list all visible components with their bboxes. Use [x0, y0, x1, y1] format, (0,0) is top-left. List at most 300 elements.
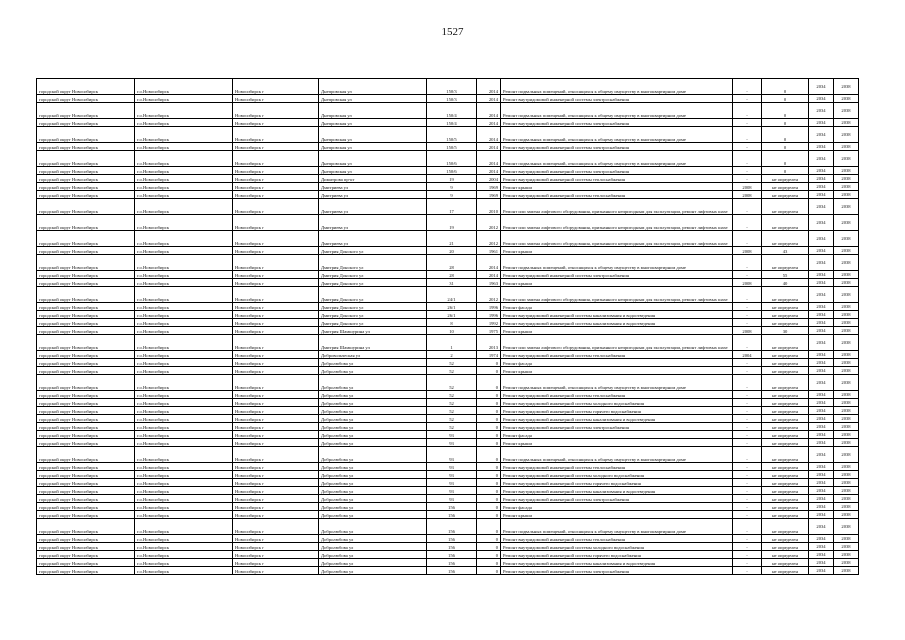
- cell-year-from: 2034: [809, 399, 834, 407]
- cell-year: 2014: [477, 271, 501, 279]
- cell-year-from: 2034: [809, 215, 834, 231]
- cell-year-from: 2034: [809, 335, 834, 351]
- cell-year-from: 2034: [809, 271, 834, 279]
- cell-city: Новосибирск г: [233, 231, 319, 247]
- cell-cost: не определен: [762, 551, 809, 559]
- cell-district: г.о.Новосибирск: [135, 439, 233, 447]
- cell-street: Добролюбова ул: [319, 367, 427, 375]
- table-row: [37, 335, 859, 351]
- cell-city: Новосибирск г: [233, 215, 319, 231]
- cell-street: Дмитрия Шамшурина ул: [319, 327, 427, 335]
- cell-street: Дмитрия Донского ул: [319, 255, 427, 271]
- cell-house: 26/1: [427, 303, 477, 311]
- cell-street: Дмитрия Донского ул: [319, 279, 427, 287]
- cell-street: Добролюбова ул: [319, 423, 427, 431]
- cell-municipality: городской округ Новосибирск: [37, 327, 135, 335]
- cell-year: 0: [477, 519, 501, 535]
- cell-year: 1969: [477, 191, 501, 199]
- cell-house: 156: [427, 559, 477, 567]
- cell-city: Новосибирск г: [233, 439, 319, 447]
- cell-last-repair: -: [733, 471, 762, 479]
- cell-year: 0: [477, 423, 501, 431]
- cell-year-from: 2034: [809, 487, 834, 495]
- cell-city: Новосибирск г: [233, 471, 319, 479]
- cell-municipality: городской округ Новосибирск: [37, 391, 135, 399]
- cell-year: 2014: [477, 119, 501, 127]
- cell-municipality: городской округ Новосибирск: [37, 495, 135, 503]
- cell-district: г.о.Новосибирск: [135, 191, 233, 199]
- cell-cost: 0: [762, 119, 809, 127]
- cell-street: Днепровская ул: [319, 151, 427, 167]
- cell-last-repair: -: [733, 447, 762, 463]
- cell-year-to: 2038: [834, 319, 859, 327]
- cell-street: Добролюбова ул: [319, 511, 427, 519]
- cell-work: Ремонт крыши: [501, 439, 733, 447]
- cell-year-from: 2034: [809, 95, 834, 103]
- cell-house: 26/1: [427, 311, 477, 319]
- cell-house: 52: [427, 423, 477, 431]
- cell-year: 0: [477, 359, 501, 367]
- cell-last-repair: -: [733, 407, 762, 415]
- cell-year-from: 2034: [809, 287, 834, 303]
- cell-year-to: 2038: [834, 79, 859, 95]
- cell-last-repair: -: [733, 567, 762, 575]
- cell-work: Ремонт подвальных помещений, относящихся к общему имуществу в многоквартирном доме: [501, 103, 733, 119]
- cell-year: 2014: [477, 255, 501, 271]
- cell-municipality: городской округ Новосибирск: [37, 487, 135, 495]
- table-row: [37, 103, 859, 119]
- cell-municipality: городской округ Новосибирск: [37, 503, 135, 511]
- cell-house: 93: [427, 495, 477, 503]
- cell-city: Новосибирск г: [233, 367, 319, 375]
- cell-year: 0: [477, 487, 501, 495]
- cell-municipality: городской округ Новосибирск: [37, 471, 135, 479]
- cell-city: Новосибирск г: [233, 271, 319, 279]
- cell-cost: не определен: [762, 311, 809, 319]
- cell-year-to: 2038: [834, 231, 859, 247]
- cell-street: Добролюбова ул: [319, 535, 427, 543]
- cell-street: Димитрова пр-кт: [319, 175, 427, 183]
- cell-city: Новосибирск г: [233, 351, 319, 359]
- cell-district: г.о.Новосибирск: [135, 375, 233, 391]
- cell-year-to: 2038: [834, 175, 859, 183]
- cell-cost: 55: [762, 271, 809, 279]
- table-row: [37, 79, 859, 95]
- cell-house: 52: [427, 375, 477, 391]
- cell-work: Ремонт крыши: [501, 247, 733, 255]
- cell-district: г.о.Новосибирск: [135, 399, 233, 407]
- cell-cost: 0: [762, 167, 809, 175]
- table-row: [37, 95, 859, 103]
- cell-year: 0: [477, 495, 501, 503]
- cell-work: Ремонт внутридомовой инженерной системы теплоснабжения: [501, 391, 733, 399]
- cell-year: 0: [477, 431, 501, 439]
- cell-year-to: 2038: [834, 215, 859, 231]
- cell-year-to: 2038: [834, 551, 859, 559]
- cell-street: Днепровская ул: [319, 119, 427, 127]
- cell-last-repair: -: [733, 543, 762, 551]
- cell-last-repair: 2008: [733, 327, 762, 335]
- cell-district: г.о.Новосибирск: [135, 215, 233, 231]
- cell-street: Добролюбова ул: [319, 463, 427, 471]
- cell-district: г.о.Новосибирск: [135, 127, 233, 143]
- cell-year: 0: [477, 391, 501, 399]
- cell-work: Ремонт внутридомовой инженерной системы холодного водоснабжения: [501, 471, 733, 479]
- cell-municipality: городской округ Новосибирск: [37, 215, 135, 231]
- cell-street: Дмитрия Донского ул: [319, 311, 427, 319]
- cell-municipality: городской округ Новосибирск: [37, 103, 135, 119]
- cell-cost: не определен: [762, 559, 809, 567]
- cell-year-from: 2034: [809, 415, 834, 423]
- cell-year-from: 2034: [809, 327, 834, 335]
- cell-year-from: 2034: [809, 471, 834, 479]
- cell-district: г.о.Новосибирск: [135, 535, 233, 543]
- cell-last-repair: -: [733, 551, 762, 559]
- table-row: [37, 319, 859, 327]
- cell-street: Днепровская ул: [319, 79, 427, 95]
- cell-work: Ремонт подвальных помещений, относящихся к общему имуществу в многоквартирном доме: [501, 255, 733, 271]
- cell-city: Новосибирск г: [233, 143, 319, 151]
- cell-city: Новосибирск г: [233, 543, 319, 551]
- cell-house: 156: [427, 511, 477, 519]
- cell-city: Новосибирск г: [233, 79, 319, 95]
- cell-district: г.о.Новосибирск: [135, 479, 233, 487]
- cell-house: 156: [427, 535, 477, 543]
- cell-year: 0: [477, 471, 501, 479]
- cell-work: Ремонт или замена лифтового оборудования, признанного непригодным для эксплуатации, ремонт лифтовых шахт: [501, 231, 733, 247]
- cell-district: г.о.Новосибирск: [135, 151, 233, 167]
- cell-city: Новосибирск г: [233, 423, 319, 431]
- cell-year-from: 2034: [809, 439, 834, 447]
- cell-year-from: 2034: [809, 103, 834, 119]
- cell-year-from: 2034: [809, 407, 834, 415]
- cell-city: Новосибирск г: [233, 359, 319, 367]
- table-row: [37, 559, 859, 567]
- table-row: [37, 447, 859, 463]
- cell-street: Добролюбова ул: [319, 519, 427, 535]
- cell-last-repair: -: [733, 439, 762, 447]
- cell-cost: 43: [762, 247, 809, 255]
- cell-year-from: 2034: [809, 119, 834, 127]
- table-row: [37, 375, 859, 391]
- cell-district: г.о.Новосибирск: [135, 495, 233, 503]
- cell-cost: не определен: [762, 183, 809, 191]
- cell-municipality: городской округ Новосибирск: [37, 439, 135, 447]
- cell-year-from: 2034: [809, 463, 834, 471]
- cell-year: 0: [477, 511, 501, 519]
- cell-last-repair: -: [733, 535, 762, 543]
- table-row: [37, 391, 859, 399]
- cell-city: Новосибирск г: [233, 319, 319, 327]
- cell-district: г.о.Новосибирск: [135, 407, 233, 415]
- cell-street: Добролюбова ул: [319, 543, 427, 551]
- cell-year-from: 2034: [809, 127, 834, 143]
- table-row: [37, 407, 859, 415]
- cell-house: 24/1: [427, 287, 477, 303]
- cell-year-to: 2038: [834, 95, 859, 103]
- cell-year: 0: [477, 559, 501, 567]
- cell-year: 0: [477, 439, 501, 447]
- cell-year: 2004: [477, 175, 501, 183]
- cell-work: Ремонт внутридомовой инженерной системы электроснабжения: [501, 143, 733, 151]
- cell-last-repair: -: [733, 255, 762, 271]
- cell-last-repair: -: [733, 359, 762, 367]
- cell-house: 93: [427, 447, 477, 463]
- cell-last-repair: -: [733, 431, 762, 439]
- cell-house: 28: [427, 255, 477, 271]
- cell-house: 10: [427, 327, 477, 335]
- cell-municipality: городской округ Новосибирск: [37, 247, 135, 255]
- cell-street: Днепровская ул: [319, 143, 427, 151]
- cell-street: Добролюбова ул: [319, 439, 427, 447]
- cell-city: Новосибирск г: [233, 447, 319, 463]
- cell-city: Новосибирск г: [233, 127, 319, 143]
- cell-year: 2014: [477, 167, 501, 175]
- cell-year-to: 2038: [834, 479, 859, 487]
- cell-street: Дмитрия Шамшурина ул: [319, 335, 427, 351]
- cell-city: Новосибирск г: [233, 311, 319, 319]
- cell-city: Новосибирск г: [233, 399, 319, 407]
- cell-year: 0: [477, 447, 501, 463]
- cell-year-to: 2038: [834, 199, 859, 215]
- cell-city: Новосибирск г: [233, 303, 319, 311]
- cell-year: 0: [477, 543, 501, 551]
- cell-year: 0: [477, 535, 501, 543]
- cell-year: 1961: [477, 247, 501, 255]
- cell-year-from: 2034: [809, 359, 834, 367]
- cell-year: 2012: [477, 215, 501, 231]
- cell-municipality: городской округ Новосибирск: [37, 231, 135, 247]
- cell-last-repair: -: [733, 375, 762, 391]
- cell-cost: не определен: [762, 287, 809, 303]
- cell-district: г.о.Новосибирск: [135, 247, 233, 255]
- cell-last-repair: -: [733, 399, 762, 407]
- cell-cost: не определен: [762, 471, 809, 479]
- cell-street: Добролюбова ул: [319, 487, 427, 495]
- cell-municipality: городской округ Новосибирск: [37, 519, 135, 535]
- cell-street: Добролюбова ул: [319, 551, 427, 559]
- table-row: [37, 127, 859, 143]
- cell-municipality: городской округ Новосибирск: [37, 479, 135, 487]
- cell-year-to: 2038: [834, 303, 859, 311]
- cell-year-to: 2038: [834, 359, 859, 367]
- cell-city: Новосибирск г: [233, 535, 319, 543]
- cell-work: Ремонт подвальных помещений, относящихся к общему имуществу в многоквартирном доме: [501, 151, 733, 167]
- cell-street: Добролюбова ул: [319, 391, 427, 399]
- cell-city: Новосибирск г: [233, 407, 319, 415]
- cell-city: Новосибирск г: [233, 247, 319, 255]
- cell-cost: не определен: [762, 351, 809, 359]
- cell-year-to: 2038: [834, 367, 859, 375]
- cell-district: г.о.Новосибирск: [135, 551, 233, 559]
- cell-cost: не определен: [762, 399, 809, 407]
- cell-year-from: 2034: [809, 495, 834, 503]
- cell-district: г.о.Новосибирск: [135, 199, 233, 215]
- cell-municipality: городской округ Новосибирск: [37, 199, 135, 215]
- cell-year-from: 2034: [809, 247, 834, 255]
- cell-house: 52: [427, 367, 477, 375]
- cell-year-to: 2038: [834, 447, 859, 463]
- cell-municipality: городской округ Новосибирск: [37, 279, 135, 287]
- cell-work: Ремонт крыши: [501, 367, 733, 375]
- cell-work: Ремонт фасада: [501, 503, 733, 511]
- cell-street: Днепровская ул: [319, 103, 427, 119]
- cell-year: 2010: [477, 199, 501, 215]
- cell-district: г.о.Новосибирск: [135, 95, 233, 103]
- cell-work: Ремонт внутридомовой инженерной системы электроснабжения: [501, 567, 733, 575]
- cell-year-from: 2034: [809, 535, 834, 543]
- cell-municipality: городской округ Новосибирск: [37, 311, 135, 319]
- cell-year-from: 2034: [809, 79, 834, 95]
- cell-city: Новосибирск г: [233, 519, 319, 535]
- cell-street: Днепровская ул: [319, 95, 427, 103]
- cell-house: 9: [427, 183, 477, 191]
- cell-house: 156: [427, 543, 477, 551]
- cell-street: Днепровская ул: [319, 127, 427, 143]
- cell-house: 52: [427, 391, 477, 399]
- cell-year: 0: [477, 407, 501, 415]
- cell-municipality: городской округ Новосибирск: [37, 151, 135, 167]
- cell-street: Добролюбова ул: [319, 479, 427, 487]
- cell-district: г.о.Новосибирск: [135, 103, 233, 119]
- cell-year-from: 2034: [809, 303, 834, 311]
- cell-year-from: 2034: [809, 183, 834, 191]
- cell-year-to: 2038: [834, 271, 859, 279]
- cell-work: Ремонт внутридомовой инженерной системы теплоснабжения: [501, 175, 733, 183]
- cell-cost: не определен: [762, 255, 809, 271]
- cell-district: г.о.Новосибирск: [135, 543, 233, 551]
- cell-house: 52: [427, 407, 477, 415]
- cell-street: Добролюбова ул: [319, 503, 427, 511]
- cell-year-from: 2034: [809, 511, 834, 519]
- cell-city: Новосибирск г: [233, 495, 319, 503]
- cell-city: Новосибирск г: [233, 551, 319, 559]
- cell-district: г.о.Новосибирск: [135, 519, 233, 535]
- cell-work: Ремонт внутридомовой инженерной системы канализования и водоотведения: [501, 487, 733, 495]
- cell-work: Ремонт внутридомовой инженерной системы канализования и водоотведения: [501, 415, 733, 423]
- cell-city: Новосибирск г: [233, 503, 319, 511]
- cell-year: 1974: [477, 351, 501, 359]
- cell-cost: не определен: [762, 543, 809, 551]
- cell-last-repair: -: [733, 231, 762, 247]
- cell-last-repair: -: [733, 319, 762, 327]
- cell-work: Ремонт или замена лифтового оборудования, признанного непригодным для эксплуатации, ремонт лифтовых шахт: [501, 335, 733, 351]
- cell-year: 1996: [477, 303, 501, 311]
- cell-district: г.о.Новосибирск: [135, 351, 233, 359]
- cell-house: 156: [427, 567, 477, 575]
- cell-district: г.о.Новосибирск: [135, 319, 233, 327]
- cell-year: 0: [477, 567, 501, 575]
- cell-city: Новосибирск г: [233, 463, 319, 471]
- table-row: [37, 399, 859, 407]
- cell-city: Новосибирск г: [233, 95, 319, 103]
- cell-last-repair: -: [733, 415, 762, 423]
- cell-last-repair: -: [733, 119, 762, 127]
- cell-house: 1: [427, 335, 477, 351]
- cell-municipality: городской округ Новосибирск: [37, 255, 135, 271]
- cell-district: г.о.Новосибирск: [135, 119, 233, 127]
- cell-city: Новосибирск г: [233, 287, 319, 303]
- cell-street: Дмитрия Донского ул: [319, 271, 427, 279]
- cell-cost: 0: [762, 79, 809, 95]
- cell-year: 0: [477, 551, 501, 559]
- cell-municipality: городской округ Новосибирск: [37, 319, 135, 327]
- cell-year-to: 2038: [834, 559, 859, 567]
- cell-year-to: 2038: [834, 103, 859, 119]
- cell-work: Ремонт внутридомовой инженерной системы электроснабжения: [501, 423, 733, 431]
- cell-city: Новосибирск г: [233, 119, 319, 127]
- cell-house: 52: [427, 359, 477, 367]
- cell-last-repair: -: [733, 495, 762, 503]
- cell-work: Ремонт внутридомовой инженерной системы теплоснабжения: [501, 191, 733, 199]
- cell-year-to: 2038: [834, 247, 859, 255]
- cell-year: 0: [477, 399, 501, 407]
- cell-year-from: 2034: [809, 503, 834, 511]
- cell-year-from: 2034: [809, 567, 834, 575]
- table-row: [37, 359, 859, 367]
- cell-city: Новосибирск г: [233, 567, 319, 575]
- cell-city: Новосибирск г: [233, 183, 319, 191]
- cell-last-repair: -: [733, 303, 762, 311]
- cell-house: 93: [427, 439, 477, 447]
- cell-cost: не определен: [762, 391, 809, 399]
- cell-house: 20: [427, 247, 477, 255]
- table-row: [37, 119, 859, 127]
- table-row: [37, 191, 859, 199]
- cell-district: г.о.Новосибирск: [135, 471, 233, 479]
- cell-year-to: 2038: [834, 471, 859, 479]
- cell-cost: 30: [762, 327, 809, 335]
- cell-last-repair: -: [733, 79, 762, 95]
- cell-district: г.о.Новосибирск: [135, 391, 233, 399]
- cell-district: г.о.Новосибирск: [135, 255, 233, 271]
- cell-work: Ремонт внутридомовой инженерной системы теплоснабжения: [501, 535, 733, 543]
- cell-year-from: 2034: [809, 519, 834, 535]
- cell-year-from: 2034: [809, 375, 834, 391]
- cell-city: Новосибирск г: [233, 327, 319, 335]
- cell-work: Ремонт или замена лифтового оборудования, признанного непригодным для эксплуатации, ремонт лифтовых шахт: [501, 199, 733, 215]
- cell-street: Дмитриева ул: [319, 199, 427, 215]
- cell-year-from: 2034: [809, 175, 834, 183]
- cell-year: 2014: [477, 127, 501, 143]
- cell-year-from: 2034: [809, 191, 834, 199]
- cell-last-repair: -: [733, 103, 762, 119]
- cell-year-from: 2034: [809, 543, 834, 551]
- table-row: [37, 231, 859, 247]
- cell-work: Ремонт внутридомовой инженерной системы горячего водоснабжения: [501, 407, 733, 415]
- cell-municipality: городской округ Новосибирск: [37, 359, 135, 367]
- cell-cost: не определен: [762, 319, 809, 327]
- table-row: [37, 247, 859, 255]
- cell-city: Новосибирск г: [233, 559, 319, 567]
- cell-municipality: городской округ Новосибирск: [37, 375, 135, 391]
- cell-year-to: 2038: [834, 327, 859, 335]
- table-row: [37, 423, 859, 431]
- table-row: [37, 351, 859, 359]
- cell-year-to: 2038: [834, 535, 859, 543]
- cell-year-to: 2038: [834, 143, 859, 151]
- cell-house: 156: [427, 503, 477, 511]
- table-row: [37, 415, 859, 423]
- cell-city: Новосибирск г: [233, 255, 319, 271]
- cell-last-repair: 2008: [733, 247, 762, 255]
- cell-year-to: 2038: [834, 503, 859, 511]
- cell-work: Ремонт внутридомовой инженерной системы канализования и водоотведения: [501, 311, 733, 319]
- cell-cost: не определен: [762, 231, 809, 247]
- cell-last-repair: 2008: [733, 183, 762, 191]
- cell-year: 1963: [477, 279, 501, 287]
- cell-year-from: 2034: [809, 279, 834, 287]
